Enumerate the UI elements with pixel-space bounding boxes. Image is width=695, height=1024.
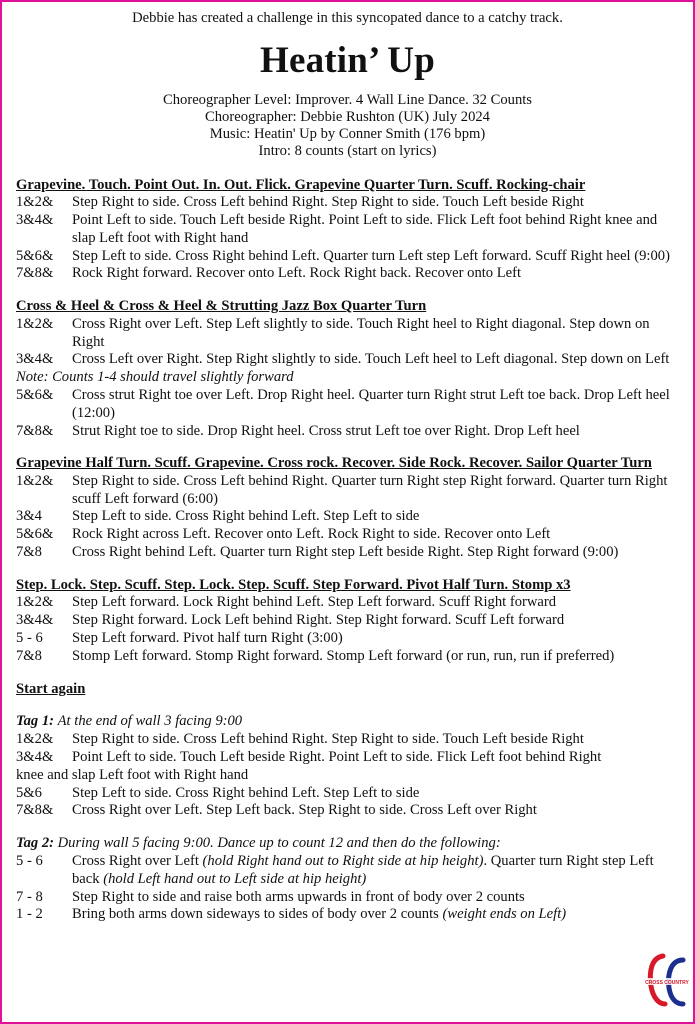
step-count: 3&4& (16, 612, 54, 629)
step-row (16, 749, 679, 767)
step-count: 5&6& (16, 247, 54, 264)
step-count: 3&4& (16, 212, 54, 229)
step-continuation: knee and slap Left foot with Right hand (16, 766, 249, 783)
step-text: Cross Right over Left. Step Left back. Step Right to side. Cross Left over Right (72, 802, 537, 819)
step-count: 7&8 (16, 544, 42, 561)
step-count: 5 - 6 (16, 629, 43, 646)
tag-1-section (16, 713, 679, 820)
step-text: Cross strut Right toe over Left. Drop Right heel. Quarter turn Right strut Left toe back. Drop Left heel (12:00) (72, 386, 670, 421)
step-text: Step Left to side. Cross Right behind Left. Quarter turn Left step Left forward. Scuff Right heel (9:00) (72, 247, 670, 264)
step-count: 3&4& (16, 351, 54, 368)
step-count: 5&6& (16, 386, 54, 403)
step-text: Step Right to side. Cross Left behind Right. Step Right to side. Touch Left beside Right (72, 194, 584, 211)
step-row (16, 594, 679, 612)
step-text: Cross Right over Left. Step Left slightly to side. Touch Right heel to Right diagonal. Step down on Right (72, 315, 650, 350)
step-text-part: Cross Right over Left (72, 852, 203, 869)
step-count: 3&4 (16, 508, 42, 525)
step-row (16, 212, 679, 248)
step-text-emphasis: (hold Right hand out to Right side at hip height) (202, 852, 484, 869)
step-row (16, 731, 679, 749)
section-heading: Cross & Heel & Cross & Heel & Strutting Jazz Box Quarter Turn (16, 298, 427, 315)
tag-2-section (16, 835, 679, 924)
step-count: 7&8& (16, 265, 54, 282)
step-count: 1&2& (16, 472, 54, 489)
meta-intro: Intro: 8 counts (start on lyrics) (258, 142, 437, 159)
step-text-part: . Quarter turn Right step Left back (72, 852, 654, 887)
step-row (16, 351, 679, 369)
step-text: Step Left to side. Cross Right behind Left. Step Left to side (72, 784, 420, 801)
step-count: 5&6 (16, 784, 42, 801)
step-row (16, 630, 679, 648)
meta-choreographer: Choreographer: Debbie Rushton (UK) July 2024 (205, 108, 490, 125)
step-text: Cross Right behind Left. Quarter turn Right step Left beside Right. Step Right forward (9:00) (72, 544, 619, 561)
section-note: Note: Counts 1-4 should travel slightly forward (16, 369, 294, 386)
step-text: Cross Left over Right. Step Right slightly to side. Touch Left heel to Left diagonal. Step down on Left (72, 351, 670, 368)
step-count: 7 - 8 (16, 888, 43, 905)
step-text-emphasis: (hold Left hand out to Left side at hip height) (103, 870, 367, 887)
step-text: Step Left forward. Pivot half turn Right (3:00) (72, 629, 343, 646)
step-count: 1&2& (16, 315, 54, 332)
section-heading: Grapevine. Touch. Point Out. In. Out. Flick. Grapevine Quarter Turn. Scuff. Rocking-chair (16, 176, 586, 193)
step-row (16, 265, 679, 283)
cross-country-logo (645, 952, 689, 1008)
step-count: 5&6& (16, 526, 54, 543)
step-row (16, 316, 679, 352)
step-row (16, 473, 679, 509)
step-text: Rock Right forward. Recover onto Left. Rock Right back. Recover onto Left (72, 265, 522, 282)
tag-1-label: Tag 1: (16, 713, 54, 730)
start-again-heading: Start again (16, 680, 86, 697)
step-text: Step Right to side. Cross Left behind Right. Step Right to side. Touch Left beside Right (72, 731, 584, 748)
step-count: 5 - 6 (16, 852, 43, 869)
tag-1-header (16, 713, 679, 731)
meta-music: Music: Heatin' Up by Conner Smith (176 bpm) (209, 125, 486, 142)
step-row (16, 802, 679, 820)
step-row (16, 423, 679, 441)
section-3 (16, 455, 679, 561)
tag-2-header (16, 835, 679, 853)
step-row (16, 612, 679, 630)
step-text: Point Left to side. Touch Left beside Right. Point Left to side. Flick Left foot behind Right (72, 748, 602, 765)
step-text-emphasis: (weight ends on Left) (442, 906, 567, 923)
step-text (72, 906, 643, 924)
dance-title: Heatin’ Up (259, 39, 435, 81)
section-2 (16, 298, 679, 440)
section-heading: Step. Lock. Step. Scuff. Step. Lock. Step. Scuff. Step Forward. Pivot Half Turn. Stomp x3 (16, 576, 571, 593)
step-row (16, 508, 679, 526)
step-count: 7&8& (16, 802, 54, 819)
step-row (16, 387, 679, 423)
step-count: 7&8& (16, 422, 54, 439)
step-text: Step Right forward. Lock Left behind Right. Step Right forward. Scuff Left forward (72, 612, 565, 629)
section-4 (16, 577, 679, 666)
step-count: 1 - 2 (16, 906, 43, 923)
tag-1-description: At the end of wall 3 facing 9:00 (57, 713, 243, 730)
step-text-part: Bring both arms down sideways to sides of body over 2 counts (72, 906, 443, 923)
step-row (16, 906, 679, 924)
start-again-section (16, 681, 679, 699)
step-text: Stomp Left forward. Stomp Right forward. Stomp Left forward (or run, run, run if preferred) (72, 647, 615, 664)
intro-text: Debbie has created a challenge in this syncopated dance to a catchy track. (132, 10, 563, 26)
step-text: Step Left forward. Lock Right behind Left. Step Left forward. Scuff Right forward (72, 594, 557, 611)
step-row (16, 853, 679, 889)
step-row (16, 526, 679, 544)
step-row (16, 248, 679, 266)
tag-2-label: Tag 2: (16, 835, 54, 852)
step-text: Step Left to side. Cross Right behind Left. Step Left to side (72, 508, 420, 525)
meta-level: Choreographer Level: Improver. 4 Wall Line Dance. 32 Counts (163, 91, 532, 108)
section-heading: Grapevine Half Turn. Scuff. Grapevine. Cross rock. Recover. Side Rock. Recover. Sailor Quarter Turn (16, 455, 652, 472)
step-count: 3&4& (16, 748, 54, 765)
step-row (16, 648, 679, 666)
logo-caption: CROSS COUNTRY (645, 980, 689, 986)
section-1 (16, 177, 679, 283)
step-text: Step Right to side and raise both arms upwards in front of body over 2 counts (72, 888, 525, 905)
step-row (16, 889, 679, 907)
step-text: Point Left to side. Touch Left beside Right. Point Left to side. Flick Left foot behind Right knee and slap Left foot with Right hand (72, 212, 658, 246)
dance-meta (16, 92, 679, 160)
step-text: Strut Right toe to side. Drop Right heel. Cross strut Left toe over Right. Drop Left heel (72, 422, 580, 439)
tag-2-description: During wall 5 facing 9:00. Dance up to count 12 and then do the following: (57, 835, 501, 852)
step-count: 1&2& (16, 731, 54, 748)
step-row (16, 785, 679, 803)
step-row (16, 544, 679, 562)
step-count: 7&8 (16, 647, 42, 664)
step-text: Step Right to side. Cross Left behind Right. Quarter turn Right step Right forward. Quarter turn Right scuff Left forward (6:00) (72, 472, 668, 507)
step-text: Rock Right across Left. Recover onto Left. Rock Right to side. Recover onto Left (72, 526, 551, 543)
step-count: 1&2& (16, 194, 54, 211)
step-count: 1&2& (16, 594, 54, 611)
step-text (72, 853, 679, 889)
step-row (16, 194, 679, 212)
